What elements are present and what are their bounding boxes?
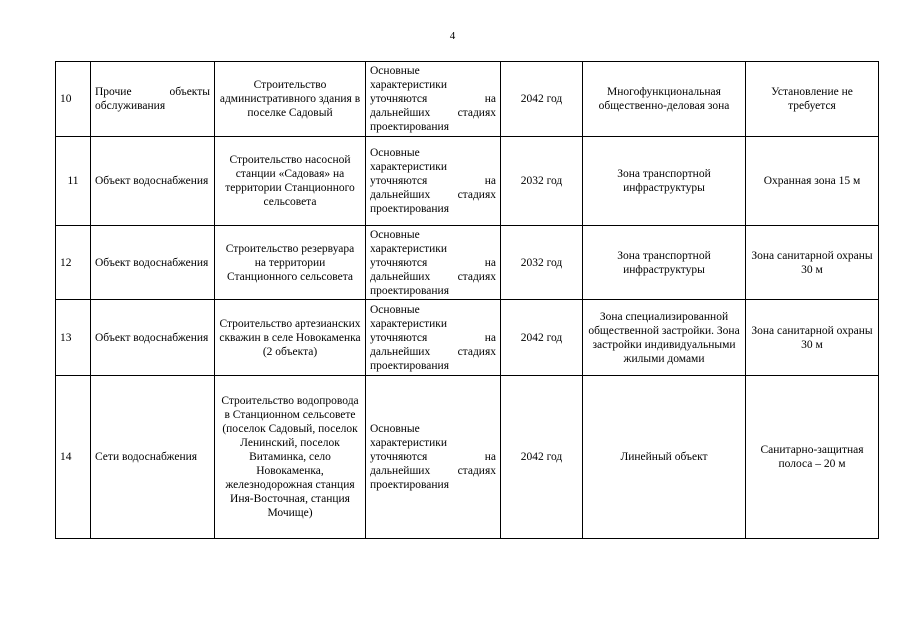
characteristics-text: Основные характеристики уточняются на дальнейших стадиях проектирования <box>370 228 496 297</box>
zone-restriction: Установление не требуется <box>746 62 879 137</box>
table-row <box>56 226 879 300</box>
object-type: Прочие объекты обслуживания <box>91 62 215 137</box>
functional-zone: Многофункциональная общественно-деловая зона <box>583 62 746 137</box>
object-type: Сети водоснабжения <box>91 376 215 539</box>
functional-zone: Зона транспортной инфраструктуры <box>583 137 746 226</box>
table-row <box>56 137 879 226</box>
row-number: 12 <box>56 226 91 300</box>
objects-table <box>55 61 879 539</box>
table-row <box>56 62 879 137</box>
row-number: 13 <box>56 300 91 376</box>
zone-restriction: Санитарно-защитная полоса – 20 м <box>746 376 879 539</box>
characteristics-text: Основные характеристики уточняются на дальнейших стадиях проектирования <box>370 147 496 215</box>
object-description: Строительство артезианских скважин в селе Новокаменка (2 объекта) <box>215 300 366 376</box>
object-description: Строительство административного здания в поселке Садовый <box>215 62 366 137</box>
functional-zone: Линейный объект <box>583 376 746 539</box>
object-description: Строительство резервуара на территории Станционного сельсовета <box>215 226 366 300</box>
implementation-year: 2032 год <box>501 226 583 300</box>
characteristics-text: Основные характеристики уточняются на дальнейших стадиях проектирования <box>370 303 496 372</box>
implementation-year: 2032 год <box>501 137 583 226</box>
object-characteristics <box>366 226 501 300</box>
object-description: Строительство водопровода в Станционном сельсовете (поселок Садовый, поселок Ленинский, поселок Витаминка, село Новокаменка, железнодорожная станция Иня-Восточная, станция Мочище) <box>215 376 366 539</box>
implementation-year: 2042 год <box>501 62 583 137</box>
implementation-year: 2042 год <box>501 376 583 539</box>
object-characteristics <box>366 300 501 376</box>
page-number: 4 <box>449 30 456 42</box>
zone-restriction: Зона санитарной охраны 30 м <box>746 226 879 300</box>
row-number: 11 <box>56 137 91 226</box>
object-type: Объект водоснабжения <box>91 137 215 226</box>
row-number: 10 <box>56 62 91 137</box>
object-type: Объект водоснабжения <box>91 300 215 376</box>
table-row <box>56 376 879 539</box>
functional-zone: Зона транспортной инфраструктуры <box>583 226 746 300</box>
object-type: Объект водоснабжения <box>91 226 215 300</box>
zone-restriction: Зона санитарной охраны 30 м <box>746 300 879 376</box>
object-description: Строительство насосной станции «Садовая» на территории Станционного сельсовета <box>215 137 366 226</box>
characteristics-text: Основные характеристики уточняются на дальнейших стадиях проектирования <box>370 65 496 133</box>
object-characteristics <box>366 376 501 539</box>
row-number: 14 <box>56 376 91 539</box>
table-row <box>56 300 879 376</box>
object-characteristics <box>366 62 501 137</box>
implementation-year: 2042 год <box>501 300 583 376</box>
object-characteristics <box>366 137 501 226</box>
characteristics-text: Основные характеристики уточняются на дальнейших стадиях проектирования <box>370 423 496 491</box>
zone-restriction: Охранная зона 15 м <box>746 137 879 226</box>
functional-zone: Зона специализированной общественной застройки. Зона застройки индивидуальными жилыми домами <box>583 300 746 376</box>
